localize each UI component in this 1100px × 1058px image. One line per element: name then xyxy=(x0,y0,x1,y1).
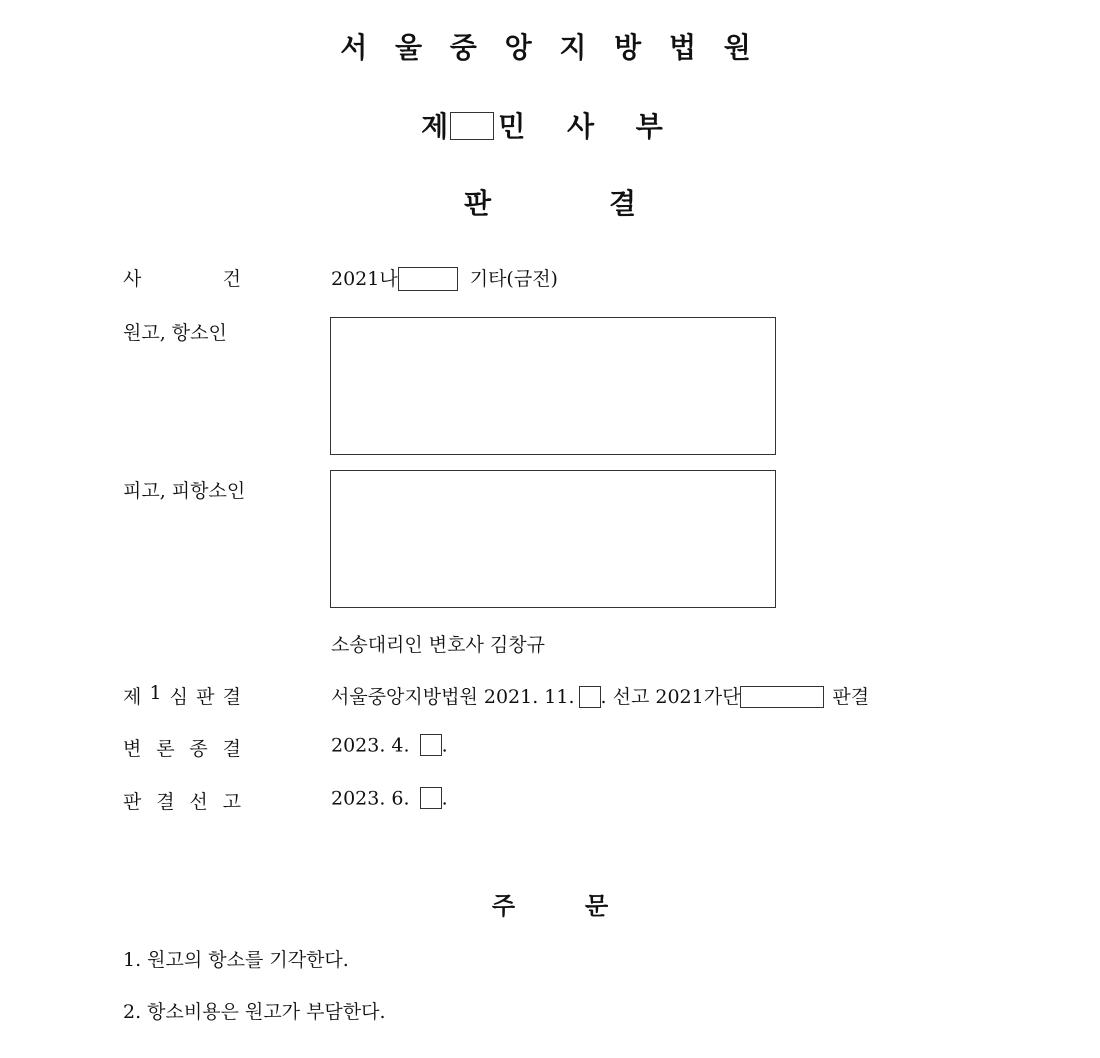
first-instance-text: 서울중앙지방법원 2021. 11. . 선고 2021가단 판결 xyxy=(331,686,870,708)
redacted-box xyxy=(579,686,601,708)
pronouncement-date: 2023. 6. . xyxy=(331,787,448,810)
case-type: 기타(금전) xyxy=(469,268,558,290)
plaintiff-label: 원고, 항소인 xyxy=(123,322,227,344)
defendant-label: 피고, 피항소인 xyxy=(123,480,246,502)
redacted-box xyxy=(450,112,494,140)
first-instance-label: 제 1 심 판 결 xyxy=(123,682,241,708)
case-number-prefix: 2021나 xyxy=(331,268,398,290)
order-heading: 주 문 xyxy=(491,892,609,920)
case-label: 사 건 xyxy=(123,268,241,290)
closing-label: 변 론 종 결 xyxy=(123,738,241,760)
division-suffix: 민 사 부 xyxy=(498,110,679,143)
defendant-redacted-box xyxy=(330,470,776,608)
division-heading xyxy=(0,105,1100,145)
redacted-box xyxy=(420,734,442,756)
court-name: 서 울 중 앙 지 방 법 원 xyxy=(340,31,760,64)
judgment-heading-1: 판 xyxy=(463,187,491,220)
plaintiff-redacted-box xyxy=(330,317,776,455)
defendant-counsel: 소송대리인 변호사 김창규 xyxy=(331,634,545,656)
redacted-box xyxy=(398,267,458,291)
case-number xyxy=(331,264,558,294)
order-item-2: 2. 항소비용은 원고가 부담한다. xyxy=(123,1001,386,1023)
redacted-box xyxy=(420,787,442,809)
closing-date: 2023. 4. . xyxy=(331,734,448,757)
pronouncement-label: 판 결 선 고 xyxy=(123,791,241,813)
judgment-heading xyxy=(0,182,1100,222)
order-item-1: 1. 원고의 항소를 기각한다. xyxy=(123,949,349,971)
redacted-box xyxy=(740,686,824,708)
division-prefix: 제 xyxy=(421,110,449,143)
judgment-heading-2: 결 xyxy=(609,187,637,220)
